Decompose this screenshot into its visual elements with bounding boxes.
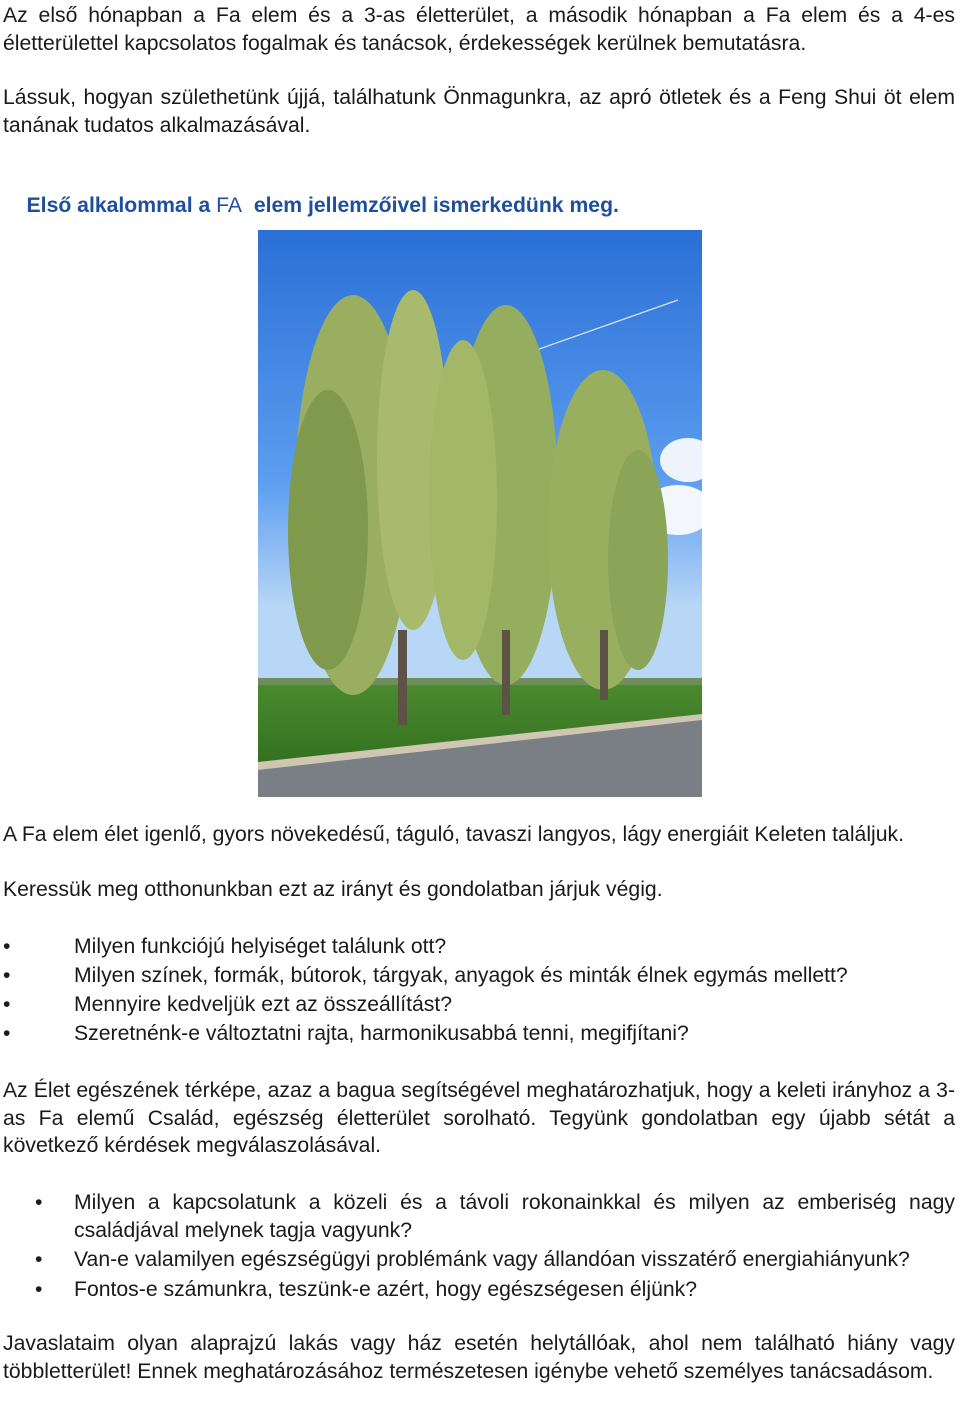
list-item: • Szeretnénk-e változtatni rajta, harmonikusabbá tenni, megifjítani? (3, 1020, 955, 1049)
bagua-paragraph: Az Élet egészének térképe, azaz a bagua segítségével meghatározhatjuk, hogy a keleti irányhoz a 3-as Fa elemű Család, egészség életterület sorolható. Tegyünk gondolatban egy újabb sétát a következő kérdések megválaszolásával. (3, 1079, 955, 1157)
fa-description: A Fa elem élet igenlő, gyors növekedésű, táguló, tavaszi langyos, lágy energiáit Keleten találjuk. (3, 823, 905, 846)
closing-paragraph: Javaslataim olyan alaprajzú lakás vagy ház esetén helytállóak, ahol nem található hiány vagy többletterület! Ennek meghatározásához természetesen igénybe vehető személyes tanácsadásom. (3, 1332, 955, 1383)
list-item: • Van-e valamilyen egészségügyi problémánk vagy állandóan visszatérő energiahiányunk? (3, 1246, 955, 1274)
list-item: • Mennyire kedveljük ezt az összeállítást? (3, 991, 955, 1020)
list-item: • Milyen funkciójú helyiséget találunk ott? (3, 933, 955, 962)
family-question-list (3, 1189, 955, 1303)
list-item: • Milyen színek, formák, bútorok, tárgyak, anyagok és minták élnek egymás mellett? (3, 962, 955, 991)
heading-text-end: elem jellemzőivel ismerkedünk meg. (242, 193, 619, 217)
tree-photo (258, 230, 702, 797)
heading-fa: FA (216, 193, 243, 217)
list-item: • Milyen a kapcsolatunk a közeli és a távoli rokonainkkal és milyen az emberiség nagy családjával melynek tagja vagyunk? (3, 1189, 955, 1244)
instruction-line: Keressük meg otthonunkban ezt az irányt és gondolatban járjuk végig. (3, 878, 663, 901)
intro-paragraph-2: Lássuk, hogyan születhetünk újjá, találhatunk Önmagunkra, az apró ötletek és a Feng Shui öt elem tanának tudatos alkalmazásával. (3, 86, 955, 137)
intro-paragraph: Az első hónapban a Fa elem és a 3-as életterület, a második hónapban a Fa elem és a 4-es életterülettel kapcsolatos fogalmak és tanácsok, érdekességek kerülnek bemutatásra. (3, 4, 955, 55)
question-list (3, 933, 955, 1049)
heading-text-start: Első alkalommal a (26, 193, 217, 217)
list-item: • Fontos-e számunkra, teszünk-e azért, hogy egészségesen éljünk? (3, 1276, 955, 1304)
